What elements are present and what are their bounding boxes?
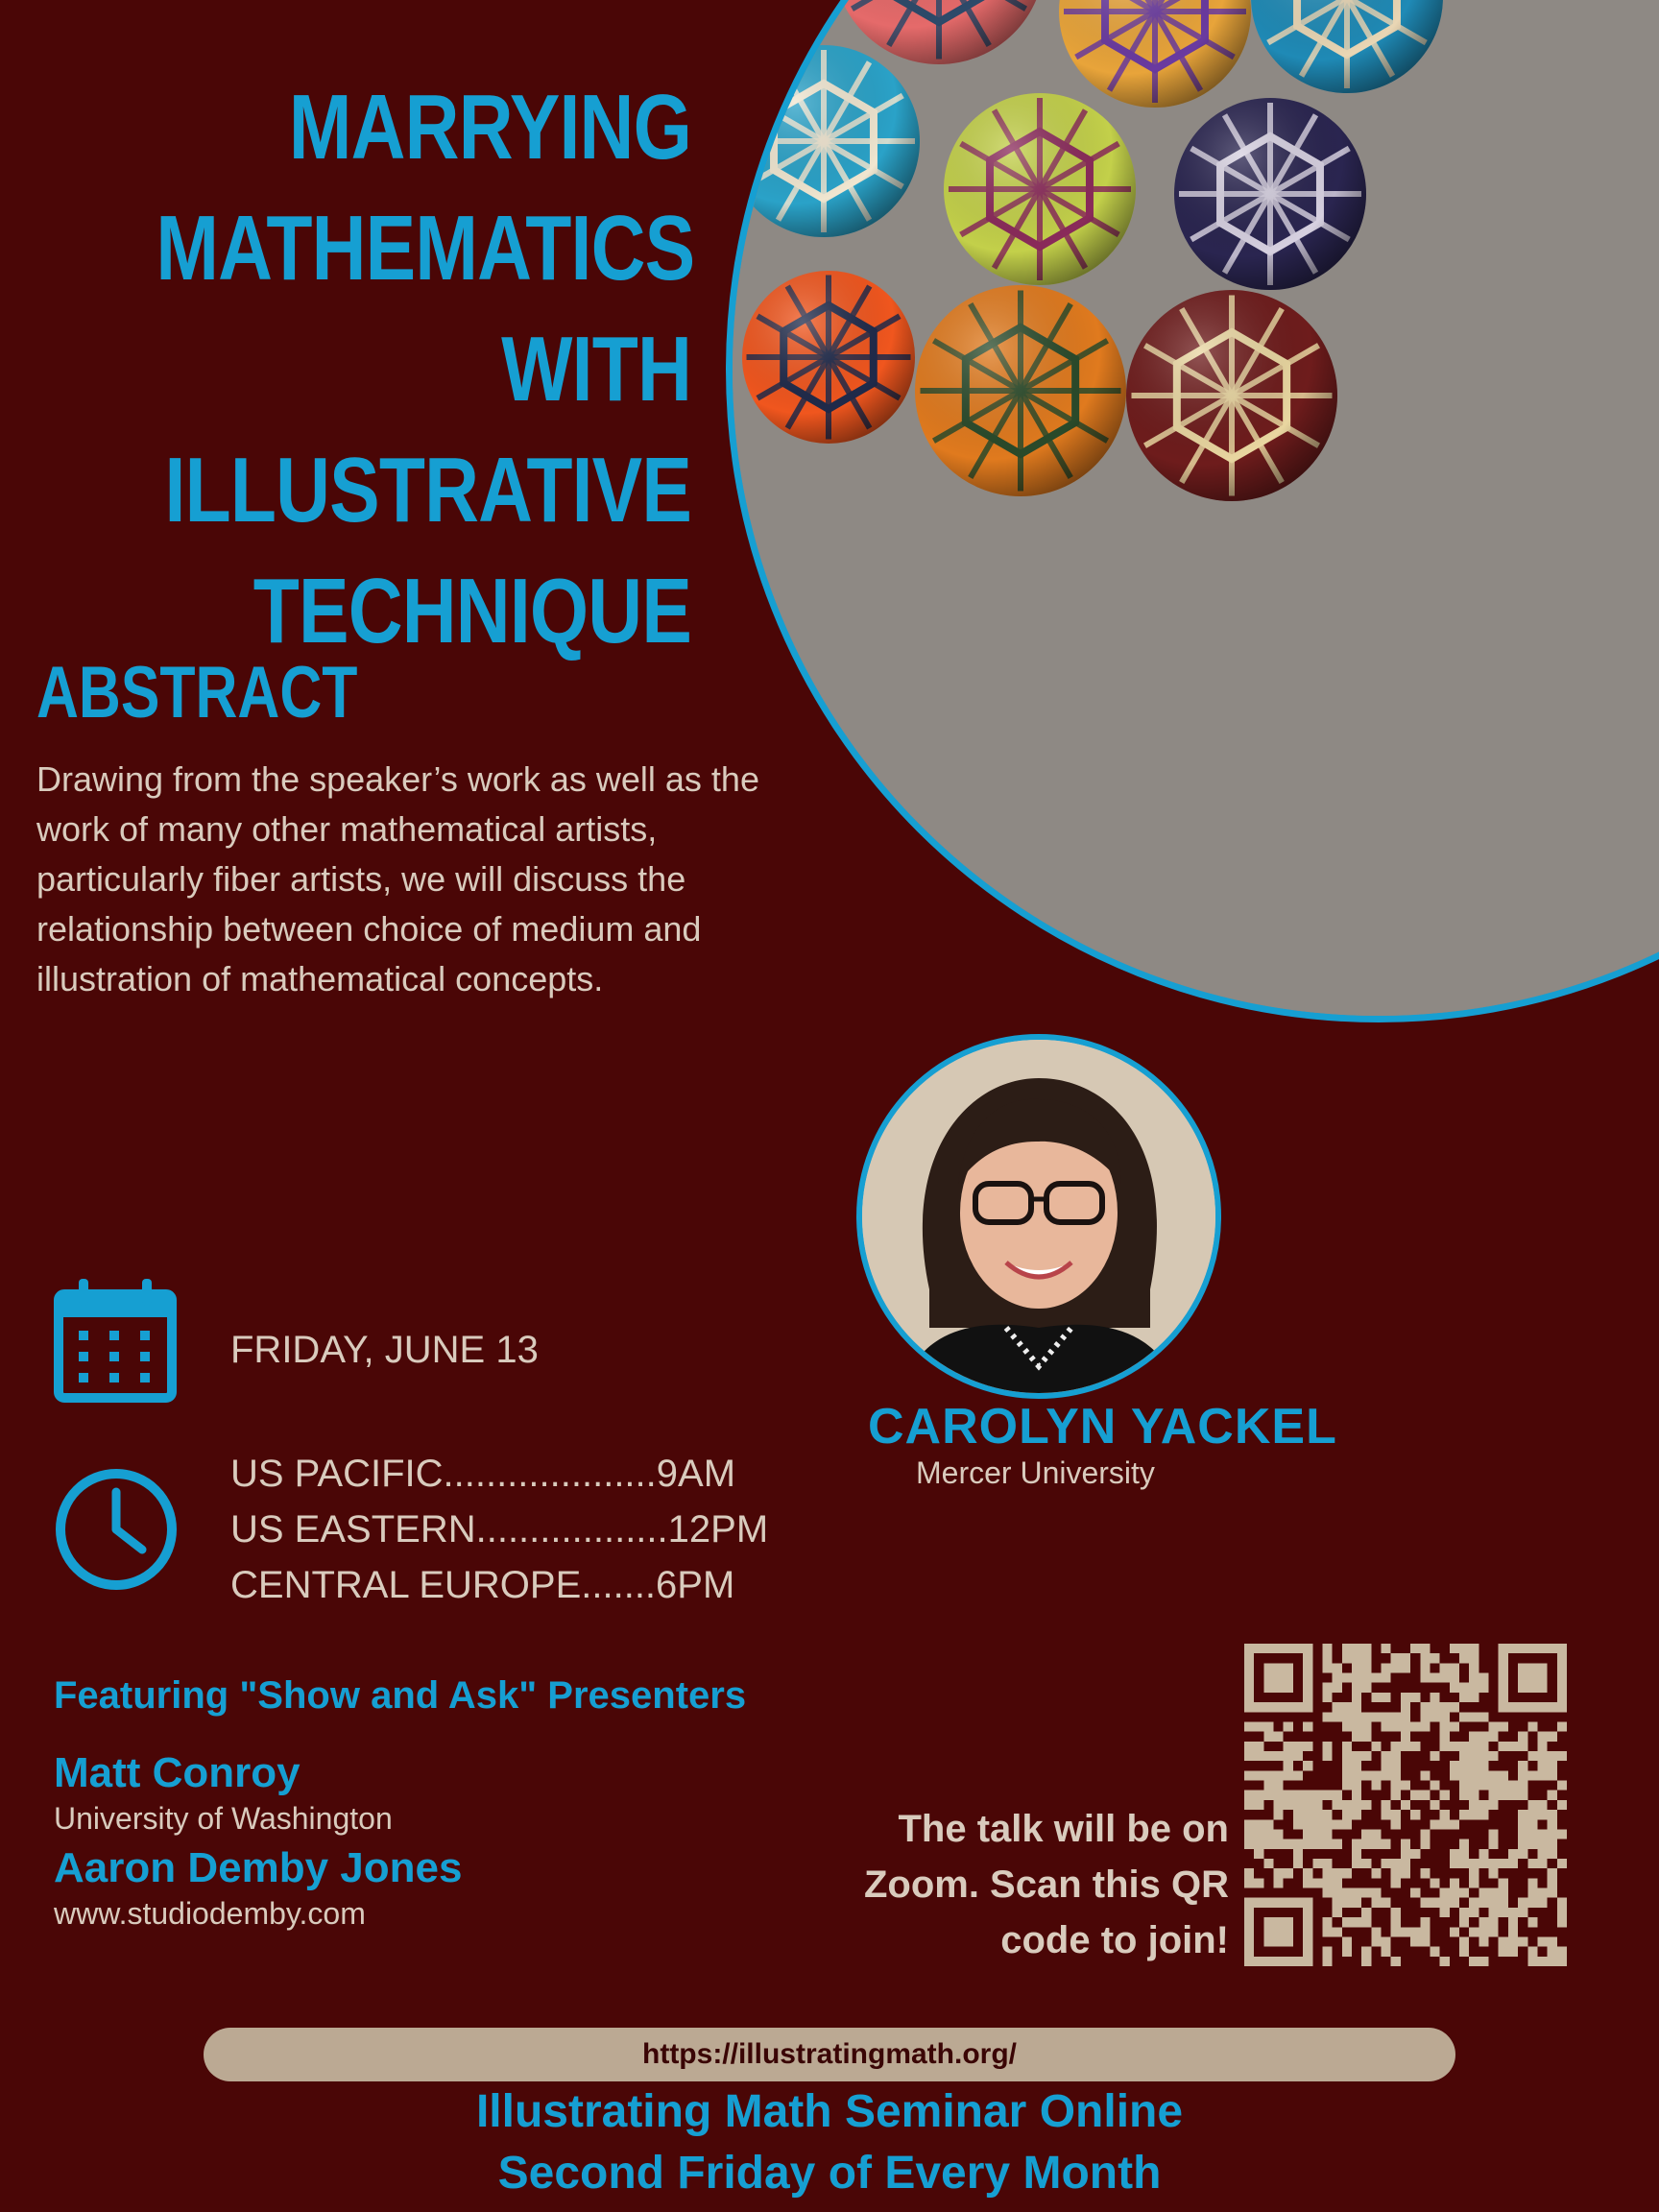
presenter-list <box>54 1749 462 1932</box>
page-title <box>156 67 695 672</box>
presenter-affiliation: University of Washington <box>54 1801 393 1836</box>
presenter-affiliation: www.studiodemby.com <box>54 1896 366 1931</box>
temari-ball <box>915 285 1126 496</box>
presenter <box>54 1844 462 1932</box>
seminar-footer <box>0 2081 1659 2204</box>
title-line: TECHNIQUE <box>252 560 691 662</box>
abstract-heading: ABSTRACT <box>36 652 358 733</box>
speaker-avatar <box>862 1040 1215 1393</box>
time-zone-row: US PACIFIC....................9AM <box>230 1453 736 1495</box>
clock-icon <box>54 1467 179 1592</box>
temari-balls-photo <box>726 0 1659 1022</box>
temari-ball <box>733 45 920 237</box>
time-zone-list <box>230 1446 768 1613</box>
website-url-bar[interactable] <box>204 2028 1455 2081</box>
time-zone-row: US EASTERN..................12PM <box>230 1508 769 1551</box>
featuring-heading: Featuring "Show and Ask" Presenters <box>54 1674 747 1717</box>
event-date: FRIDAY, JUNE 13 <box>230 1329 539 1371</box>
website-url-link[interactable]: https://illustratingmath.org/ <box>642 2038 1017 2070</box>
footer-line-seminar: Illustrating Math Seminar Online <box>475 2086 1184 2137</box>
presenter-name: Matt Conroy <box>54 1749 301 1796</box>
time-zone-row: CENTRAL EUROPE.......6PM <box>230 1564 735 1606</box>
temari-balls-illustration <box>733 0 1659 1016</box>
title-line: ILLUSTRATIVE <box>164 439 691 541</box>
title-line: MARRYING <box>288 76 691 179</box>
zoom-note: The talk will be on Zoom. Scan this QR code to join! <box>863 1808 1229 1961</box>
temari-ball <box>1126 290 1337 501</box>
qr-code-icon[interactable] <box>1244 1644 1567 1966</box>
abstract-text: Drawing from the speaker’s work as well as the work of many other mathematical artists, particularly fiber artists, we will discuss the relationship between choice of medium and illustration of mathematical concepts. <box>36 759 759 998</box>
temari-ball <box>742 271 915 444</box>
speaker-affiliation: Mercer University <box>916 1455 1155 1490</box>
speaker-portrait <box>856 1034 1221 1399</box>
footer-line-schedule: Second Friday of Every Month <box>497 2148 1162 2199</box>
temari-ball <box>1174 98 1366 290</box>
calendar-icon <box>54 1277 177 1404</box>
presenter-name: Aaron Demby Jones <box>54 1844 463 1891</box>
temari-ball <box>944 93 1136 285</box>
speaker-name: CAROLYN YACKEL <box>868 1399 1337 1455</box>
presenter <box>54 1749 462 1837</box>
title-line: MATHEMATICS WITH <box>156 197 695 421</box>
